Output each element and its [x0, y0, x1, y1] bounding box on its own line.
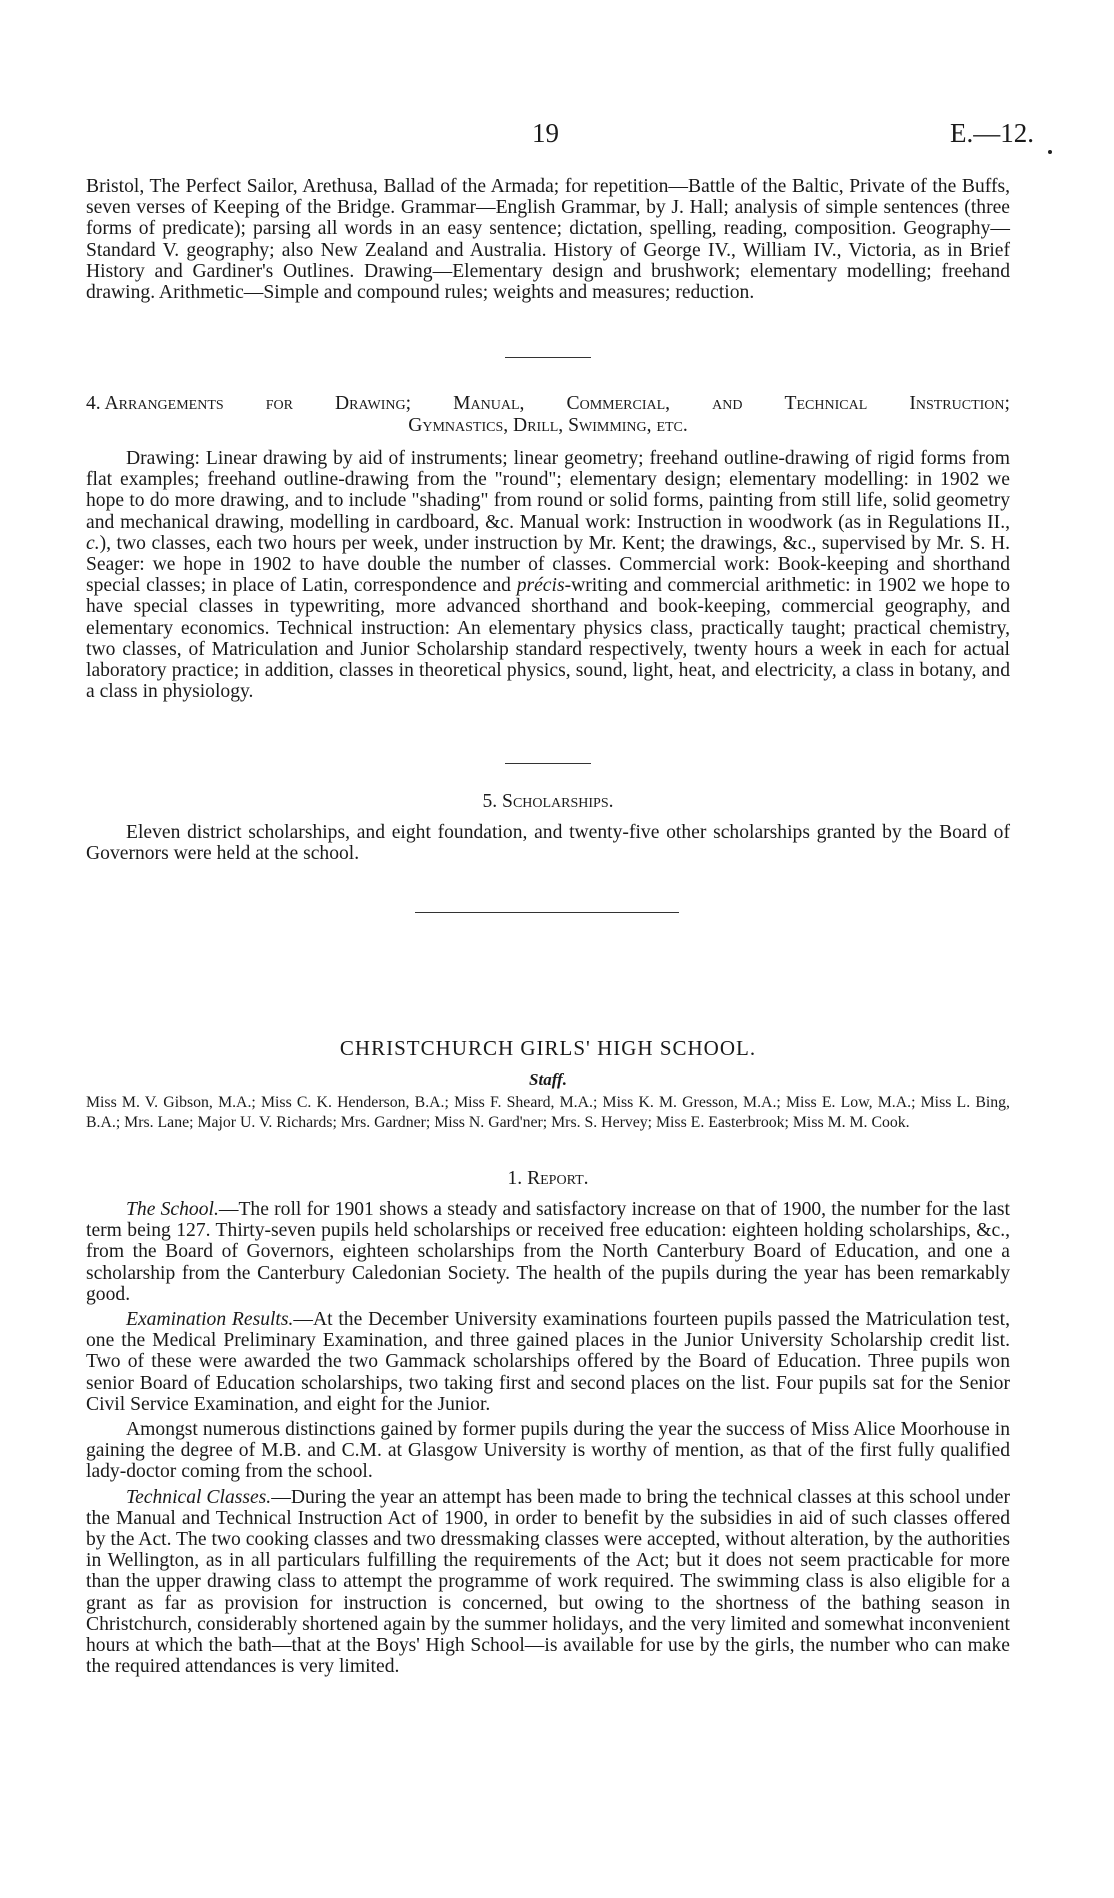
school-title: CHRISTCHURCH GIRLS' HIGH SCHOOL. [339, 1036, 757, 1060]
report-paragraph-technical [86, 1487, 1010, 1678]
report-body [86, 1199, 1010, 1677]
report-heading: 1. Report. [507, 1168, 589, 1189]
staff-heading: Staff. [529, 1070, 567, 1089]
heading-word: Technical [784, 393, 868, 414]
intro-text: Bristol, The Perfect Sailor, Arethusa, Ballad of the Armada; for repetition—Battle of the Baltic, Private of the Buffs, seven verses of Keeping of the Bridge. Grammar—English Grammar, by J. Hall; analysis of simple sentences (three forms of predicate); parsing all words in an easy sentence; dictation, spelling, reading, composition. Geography—Standard V. geography; also New Zealand and Australia. History of George IV., William IV., Victoria, as in Brief History and Gardiner's Outlines. Drawing—Elementary design and brushwork; elementary modelling; freehand drawing. Arithmetic—Simple and compound rules; weights and measures; reduction. [86, 176, 1010, 304]
paragraph-lead: The School. [126, 1199, 219, 1220]
page-number: 19 [532, 118, 559, 148]
text-run: Drawing: Linear drawing by aid of instruments; linear geometry; freehand outline-drawing of rigid forms from flat examples; freehand outline-drawing from the "round"; elementary design; elementary modelling: in 1902 we hope to do more drawing, and to include "shading" from round or solid forms, painting from still life, solid geometry and mechanical drawing, modelling in cardboard, &c. Manual work: Instruction in woodwork (as in Regulations II., [86, 448, 1010, 533]
heading-word: for [265, 393, 293, 414]
heading-word: and [712, 393, 743, 414]
text-run: ), two classes, each two hours per week, under instruction by Mr. Kent; the drawings, &c., supervised by Mr. S. H. Seager: we hope in 1902 to have double the number of classes. Commercial work: Book-keeping and shorthand special classes; in place of Latin, correspondence and [86, 532, 1010, 597]
heading-word: Drawing; [335, 393, 412, 414]
paragraph-lead: Examination Results. [126, 1309, 294, 1331]
section-5-paragraph: Eleven district scholarships, and eight foundation, and twenty-five other scholarships granted by the Board of Governors were held at the school. [86, 822, 1010, 865]
paragraph-text: —During the year an attempt has been made to bring the technical classes at this school under the Manual and Technical Instruction Act of 1900, in order to benefit by the subsidies in aid of such classes offered by the Act. The two cooking classes and two dressmaking classes were accepted, without alteration, by the authorities in Wellington, as in all particulars fulfilling the requirements of the Act; but it does not seem practicable for more than the upper drawing class to attempt the programme of work required. The swimming class is also eligible for a grant as far as provision for instruction is concerned, but owing to the shortness of the bathing season in Christchurch, considerably shortened again by the summer holidays, and the very limited and somewhat inconvenient hours at which the bath—that at the Boys' High School—is available for use by the girls, the number who can make the required attendances is very limited. [86, 1486, 1010, 1678]
section-5-body [86, 822, 1010, 864]
paragraph-text: —At the December University examinations fourteen pupils passed the Matriculation test, one the Medical Preliminary Examination, and three gained places in the Junior University Scholarship credit list. Two of these were awarded the two Gammack scholarships offered by the Board of Education. Three pupils won senior Board of Education scholarships, two taking first and second places on the list. Four pupils sat for the Senior Civil Service Examination, and eight for the Junior. [86, 1309, 1010, 1415]
major-divider [415, 912, 679, 913]
section-4-heading-line2: Gymnastics, Drill, Swimming, etc. [408, 415, 688, 436]
section-divider [505, 357, 591, 358]
document-reference: E.—12. [950, 118, 1034, 148]
text-run-italic: c. [86, 532, 100, 554]
heading-word: Commercial, [566, 393, 671, 414]
section-divider [505, 763, 591, 764]
section-4-heading [86, 393, 1010, 437]
heading-word: Instruction; [909, 393, 1010, 414]
paragraph-text: —The roll for 1901 shows a steady and satisfactory increase on that of 1900, the number for the last term being 127. Thirty-seven pupils held scholarships or received free education: eighteen holding scholarships, &c., from the Board of Governors, eighteen scholarships from the North Canterbury Board of Education, and one a scholarship from the Canterbury Caledonian Society. The health of the pupils during the year has been remarkably good. [86, 1199, 1011, 1305]
report-paragraph-distinctions: Amongst numerous distinctions gained by former pupils during the year the success of Miss Alice Moorhouse in gaining the degree of M.B. and C.M. at Glasgow University is worthy of mention, as that of the first fully qualified lady-doctor coming from the school. [86, 1419, 1010, 1483]
report-paragraph-school [86, 1199, 1010, 1305]
section-5-heading: 5. Scholarships. [482, 791, 614, 812]
intro-paragraph [86, 176, 1010, 303]
section-4-heading-line1 [86, 393, 1010, 415]
section-4-paragraph [86, 448, 1010, 702]
paragraph-lead: Technical Classes. [126, 1486, 272, 1508]
section-4-body [86, 448, 1010, 702]
stray-mark [1048, 150, 1052, 154]
text-run: -writing and commercial arithmetic: in 1902 we hope to have special classes in typewriting, more advanced shorthand and book-keeping, commercial geography, and elementary economics. Technical instruction: An elementary physics class, practically taught; practical chemistry, two classes, of Matriculation and Junior Scholarship standard respectively, twenty hours a week in each for actual laboratory practice; in addition, classes in theoretical physics, sound, light, heat, and electricity, a class in botany, and a class in physiology. [86, 575, 1010, 703]
heading-word: 4. Arrangements [86, 393, 224, 414]
staff-list-text: Miss M. V. Gibson, M.A.; Miss C. K. Henderson, B.A.; Miss F. Sheard, M.A.; Miss K. M. Gresson, M.A.; Miss E. Low, M.A.; Miss L. Bing, B.A.; Mrs. Lane; Major U. V. Richards; Mrs. Gardner; Miss N. Gard'ner; Mrs. S. Hervey; Miss E. Easterbrook; Miss M. M. Cook. [86, 1094, 1010, 1131]
text-run-italic: précis [516, 575, 565, 597]
heading-word: Manual, [453, 393, 525, 414]
staff-list [86, 1093, 1010, 1132]
report-paragraph-exams [86, 1309, 1010, 1415]
